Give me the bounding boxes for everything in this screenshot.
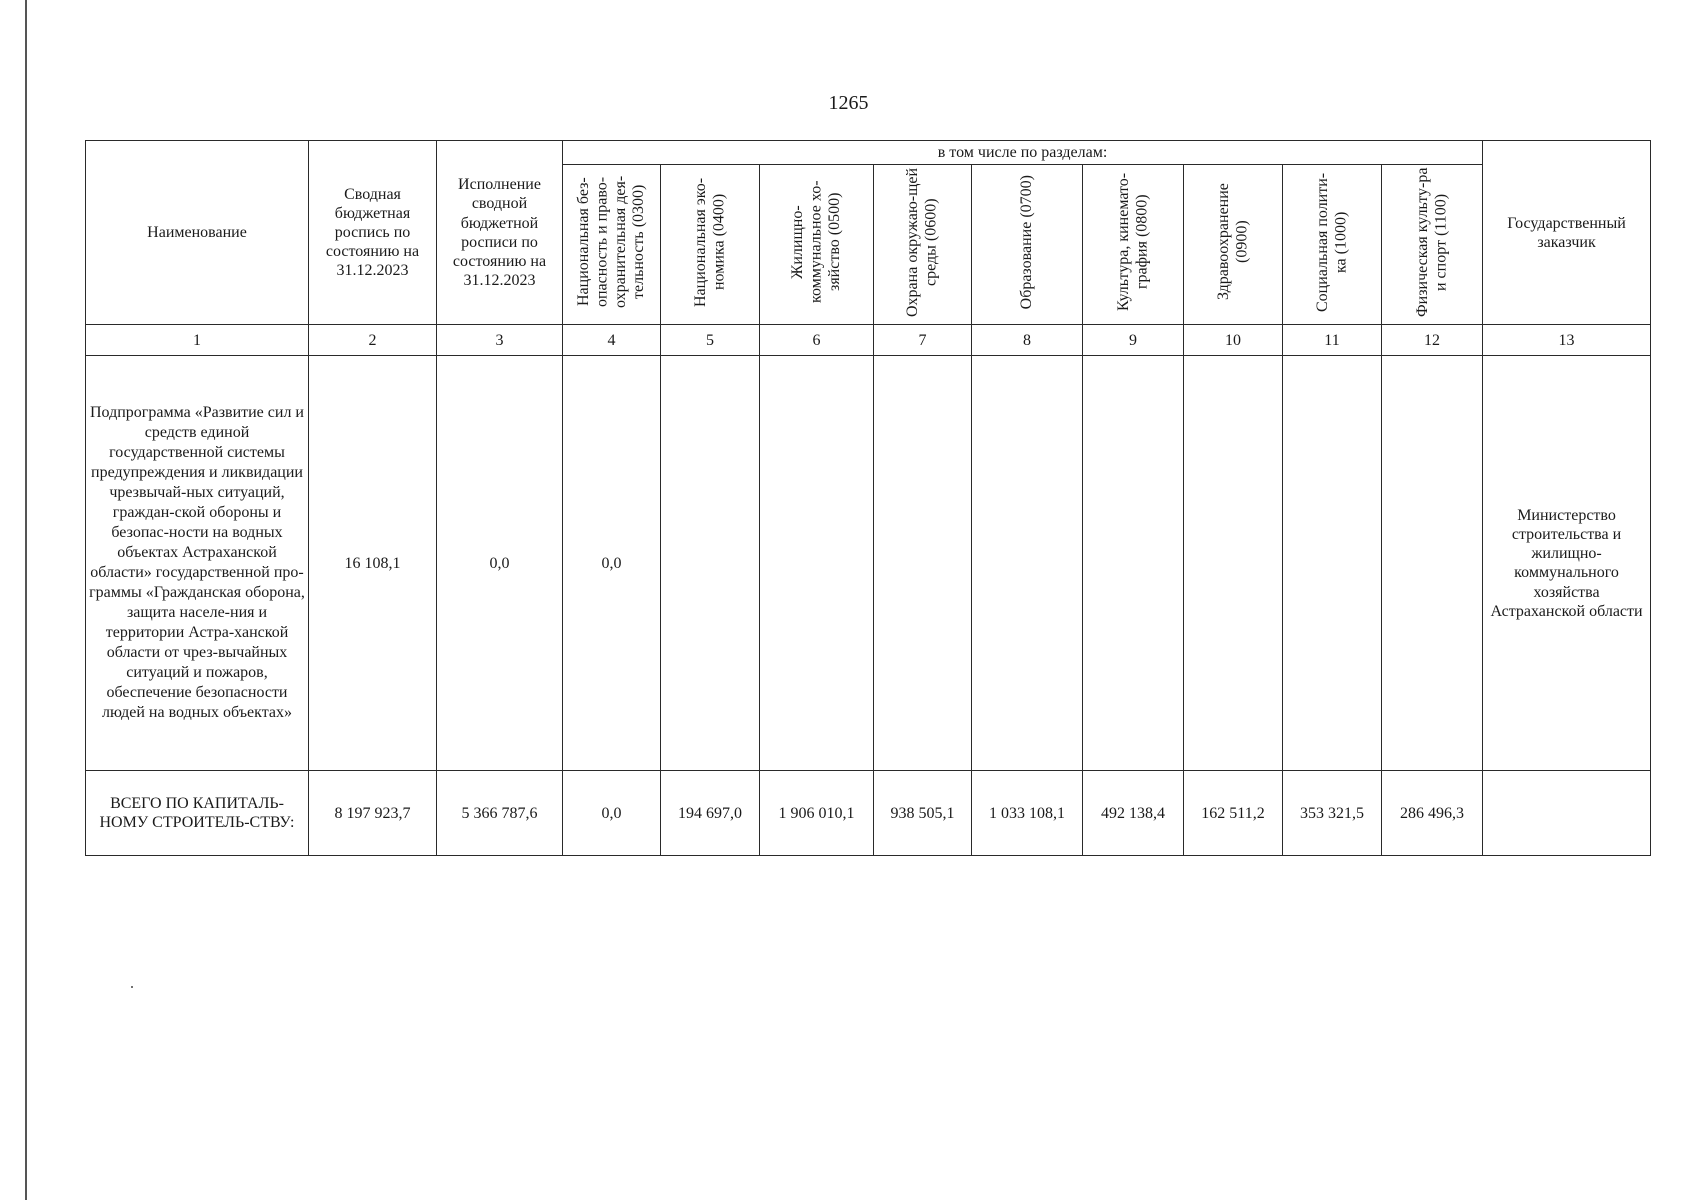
subprogram-section-0600 [874,356,972,771]
column-number: 9 [1083,325,1184,356]
subprogram-section-0500 [760,356,874,771]
header-customer: Государственный заказчик [1483,141,1651,325]
header-section-0900: Здравоохранение (0900) [1184,165,1283,325]
column-number: 12 [1382,325,1483,356]
subprogram-section-0900 [1184,356,1283,771]
header-section-0800: Культура, кинемато-графия (0800) [1083,165,1184,325]
total-section-0700: 1 033 108,1 [972,771,1083,856]
subprogram-row [86,356,1651,771]
column-number: 4 [563,325,661,356]
header-section-0700: Образование (0700) [972,165,1083,325]
total-section-0600: 938 505,1 [874,771,972,856]
column-number: 6 [760,325,874,356]
header-section-0300: Национальная без-опасность и право-охранительная дея-тельность (0300) [563,165,661,325]
column-number-row [86,325,1651,356]
header-sections-caption: в том числе по разделам: [563,141,1483,165]
total-section-1100: 286 496,3 [1382,771,1483,856]
subprogram-section-0400 [661,356,760,771]
total-row [86,771,1651,856]
total-section-0400: 194 697,0 [661,771,760,856]
subprogram-section-1000 [1283,356,1382,771]
header-section-1000: Социальная полити-ка (1000) [1283,165,1382,325]
header-budget-execution: Исполнение сводной бюджетной росписи по состоянию на 31.12.2023 [437,141,563,325]
subprogram-section-0800 [1083,356,1184,771]
scan-speck [131,986,133,988]
total-customer [1483,771,1651,856]
page-number: 1265 [828,92,869,114]
header-section-0400: Национальная эко-номика (0400) [661,165,760,325]
subprogram-budget-execution: 0,0 [437,356,563,771]
total-section-1000: 353 321,5 [1283,771,1382,856]
header-section-0600: Охрана окружаю-щей среды (0600) [874,165,972,325]
column-number: 3 [437,325,563,356]
total-budget-execution: 5 366 787,6 [437,771,563,856]
subprogram-section-1100 [1382,356,1483,771]
column-number: 8 [972,325,1083,356]
subprogram-section-0300: 0,0 [563,356,661,771]
header-name: Наименование [86,141,309,325]
header-budget-plan: Сводная бюджетная роспись по состоянию на 31.12.2023 [309,141,437,325]
total-section-0500: 1 906 010,1 [760,771,874,856]
column-number: 2 [309,325,437,356]
subprogram-section-0700 [972,356,1083,771]
column-number: 10 [1184,325,1283,356]
header-section-1100: Физическая культу-ра и спорт (1100) [1382,165,1483,325]
header-section-0500: Жилищно-коммунальное хо-зяйство (0500) [760,165,874,325]
column-number: 5 [661,325,760,356]
column-number: 11 [1283,325,1382,356]
total-section-0900: 162 511,2 [1184,771,1283,856]
column-number: 7 [874,325,972,356]
page-left-border [25,0,27,1200]
total-section-0800: 492 138,4 [1083,771,1184,856]
column-number: 1 [86,325,309,356]
total-budget-plan: 8 197 923,7 [309,771,437,856]
column-number: 13 [1483,325,1651,356]
subprogram-name: Подпрограмма «Развитие сил и средств единой государственной системы предупреждения и ликвидации чрезвычай-ных ситуаций, граждан-ской обороны и безопас-ности на водных объектах Астраханской области» государственной про-граммы «Гражданская оборона, защита населе-ния и территории Астра-ханской области от чрез-вычайных ситуаций и пожаров, обеспечение безопасности людей на водных объектах» [86,356,309,771]
budget-table [85,140,1651,856]
total-label: ВСЕГО ПО КАПИТАЛЬ-НОМУ СТРОИТЕЛЬ-СТВУ: [86,771,309,856]
subprogram-customer: Министерство строительства и жилищно-коммунального хозяйства Астраханской области [1483,356,1651,771]
subprogram-budget-plan: 16 108,1 [309,356,437,771]
total-section-0300: 0,0 [563,771,661,856]
